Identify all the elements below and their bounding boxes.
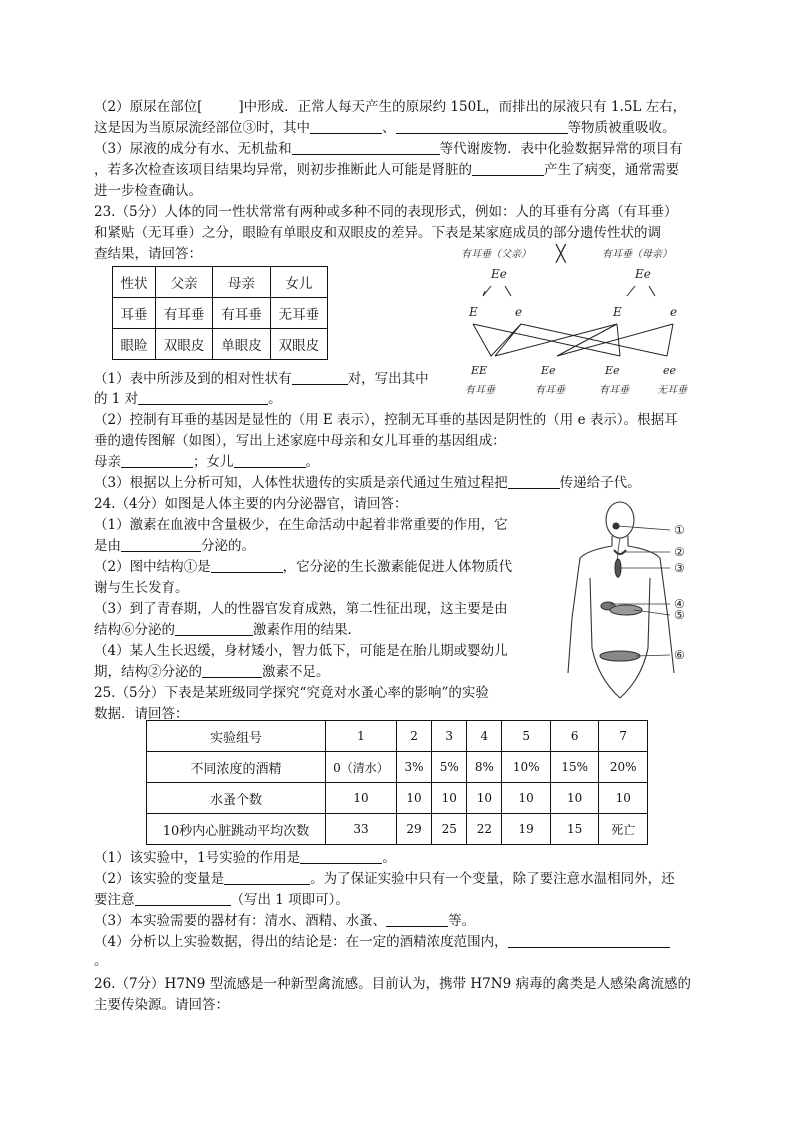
blank[interactable] (202, 663, 262, 678)
blank[interactable] (292, 140, 440, 155)
row-label: 实验组号 (147, 721, 326, 752)
blank[interactable] (121, 453, 193, 468)
blank[interactable] (175, 621, 253, 636)
row-label: 水蚤个数 (147, 783, 326, 814)
table-cell: 眼睑 (113, 329, 156, 360)
table-cell: 10 (326, 783, 397, 814)
offspring-phenotype: 无耳垂 (657, 385, 687, 396)
blank[interactable] (472, 161, 544, 176)
table-cell: 6 (550, 721, 599, 752)
q25-sub4-line-1: （4）分析以上实验数据，得出的结论是：在一定的酒精浓度范围内， (94, 933, 670, 952)
q22-line-4: ，若多次检查该项目结果均异常，则初步推断此人可能是肾脏的 产生了病变，通常需要 (94, 162, 679, 178)
father-genotype: Ee (491, 267, 507, 281)
q26-line-2: 主要传染源。请回答： (94, 997, 229, 1013)
q24-sub1-line-2: 是由 分泌的。 (94, 538, 255, 554)
table-cell: 20% (599, 752, 648, 783)
q25-intro-1: 25.（5分）下表是某班级同学探究“究竟对水蚤心率的影响”的实验 (94, 685, 489, 701)
q23-sub2-line-1: （2）控制有耳垂的基因是显性的（用 E 表示），控制无耳垂的基因是阴性的（用 e 表示）。根据耳 (94, 412, 678, 428)
q25-sub3: （3）本实验需要的器材有：清水、酒精、水蚤、 等。 (94, 913, 476, 929)
label-3: ③ (674, 561, 685, 575)
blank[interactable] (310, 119, 382, 134)
gamete: e (515, 305, 523, 319)
table-cell: 22 (467, 814, 502, 845)
blank[interactable] (300, 849, 382, 864)
blank[interactable] (508, 933, 670, 948)
table-cell: 15% (550, 752, 599, 783)
table-cell: 4 (467, 721, 502, 752)
blank[interactable] (211, 558, 283, 573)
table-header: 性状 (113, 267, 156, 298)
offspring-genotype: EE (471, 364, 488, 377)
q24-sub4-line-1: （4）某人生长迟缓，身材矮小，智力低下，可能是在胎儿期或婴幼儿 (94, 643, 508, 659)
row-label: 不同浓度的酒精 (147, 752, 326, 783)
table-row (147, 814, 648, 845)
table-cell: 0（清水） (326, 752, 397, 783)
gamete: e (670, 305, 678, 319)
endocrine-diagram (558, 498, 708, 704)
table-header-row (113, 267, 328, 298)
table-cell: 耳垂 (113, 298, 156, 329)
table-cell: 10 (432, 783, 467, 814)
table-cell: 25 (432, 814, 467, 845)
offspring-genotype: ee (663, 364, 677, 377)
q24-sub2-line-2: 谢与生长发育。 (94, 580, 189, 596)
q22-line-2: 这是因为当原尿流经部位③时，其中 、 等物质被重吸收。 (94, 120, 676, 136)
table-cell: 有耳垂 (213, 298, 270, 329)
q23-intro-1: 23.（5分）人体的同一性状常常有两种或多种不同的表现形式，例如：人的耳垂有分离（有耳垂） (94, 204, 678, 220)
blank[interactable] (386, 912, 448, 927)
table-header: 父亲 (156, 267, 213, 298)
q22-line-5: 进一步检查确认。 (94, 183, 202, 199)
table-cell: 5% (432, 752, 467, 783)
table-row (113, 298, 328, 329)
table-cell: 5 (502, 721, 551, 752)
offspring-genotype: Ee (541, 364, 556, 377)
gamete: E (469, 305, 478, 319)
row-label: 10秒内心脏跳动平均次数 (147, 814, 326, 845)
blank[interactable] (396, 119, 568, 134)
table-cell: 2 (397, 721, 432, 752)
q23-intro-2: 和紧贴（无耳垂）之分，眼睑有单眼皮和双眼皮的差异。下表是某家庭成员的部分遗传性状的调 (94, 225, 661, 241)
label-2: ② (674, 545, 685, 559)
q24-sub3-line-1: （3）到了青春期，人的性器官发育成熟，第二性征出现，这主要是由 (94, 601, 508, 617)
inheritance-diagram (455, 244, 700, 399)
blank[interactable] (224, 870, 310, 885)
q23-sub1-line-2: 的 1 对 。 (94, 391, 282, 407)
q24-sub3-line-2: 结构⑥分泌的 激素作用的结果． (94, 622, 361, 638)
cross-symbol: ╳ (556, 244, 566, 263)
q23-intro-3: 查结果，请回答： (94, 246, 202, 262)
q23-sub2-line-3: 母亲 ；女儿 。 (94, 454, 319, 470)
table-cell: 单眼皮 (213, 329, 270, 360)
q24-title: 24.（4分）如图是人体主要的内分泌器官，请回答： (94, 496, 408, 512)
table-row (147, 721, 648, 752)
table-cell: 10 (467, 783, 502, 814)
table-cell: 10 (397, 783, 432, 814)
cross-lines (473, 286, 673, 356)
table-row (147, 752, 648, 783)
table-cell: 29 (397, 814, 432, 845)
table-header: 女儿 (270, 267, 327, 298)
table-cell: 10% (502, 752, 551, 783)
mother-genotype: Ee (635, 267, 651, 281)
q22-line-3: （3）尿液的成分有水、无机盐和 等代谢废物．表中化验数据异常的项目有 (94, 141, 683, 157)
q24-sub1-line-1: （1）激素在血液中含量极少，在生命活动中起着非常重要的作用，它 (94, 517, 508, 533)
table-row (113, 329, 328, 360)
blank[interactable] (121, 537, 201, 552)
label-1: ① (674, 523, 685, 537)
table-header: 母亲 (213, 267, 270, 298)
table-cell: 33 (326, 814, 397, 845)
q24-sub2-line-1: （2）图中结构①是 ，它分泌的生长激素能促进人体物质代 (94, 559, 513, 575)
q22-line-1: （2）原尿在部位[ ]中形成．正常人每天产生的原尿约 150L，而排出的尿液只有 1.5L 左右， (94, 99, 687, 115)
label-6: ⑥ (674, 648, 685, 662)
q25-intro-2: 数据．请回答： (94, 706, 189, 722)
trait-table (112, 266, 328, 360)
pancreas (610, 605, 642, 615)
mother-label: 有耳垂（母亲） (602, 249, 672, 260)
table-cell: 19 (502, 814, 551, 845)
offspring-phenotype: 有耳垂 (465, 385, 495, 396)
gonad (600, 651, 640, 661)
label-5: ⑤ (674, 608, 685, 622)
table-cell: 3% (397, 752, 432, 783)
table-cell: 双眼皮 (270, 329, 327, 360)
blank[interactable] (292, 370, 348, 385)
table-cell: 10 (550, 783, 599, 814)
father-label: 有耳垂（父亲） (461, 249, 531, 260)
head (606, 502, 634, 538)
q23-sub1-line-1: （1）表中所涉及到的相对性状有 对，写出其中 (94, 371, 429, 387)
q23-sub3: （3）根据以上分析可知，人体性状遗传的实质是亲代通过生殖过程把 传递给子代。 (94, 475, 641, 491)
q25-sub4-line-2: 。 (94, 953, 108, 969)
label-4: ④ (674, 597, 685, 611)
table-cell: 10 (502, 783, 551, 814)
gamete: E (613, 305, 622, 319)
blank[interactable] (234, 453, 306, 468)
blank[interactable] (135, 891, 231, 906)
blank[interactable] (508, 474, 560, 489)
table-cell: 7 (599, 721, 648, 752)
q25-sub1: （1）该实验中，1号实验的作用是 。 (94, 850, 396, 866)
table-cell: 无耳垂 (270, 298, 327, 329)
table-row (147, 783, 648, 814)
table-cell: 1 (326, 721, 397, 752)
table-cell: 3 (432, 721, 467, 752)
q26-line-1: 26.（7分）H7N9 型流感是一种新型禽流感。目前认为，携带 H7N9 病毒的禽类是人感染禽流感的 (94, 976, 691, 992)
offspring-genotype: Ee (605, 364, 620, 377)
table-cell: 有耳垂 (156, 298, 213, 329)
table-cell: 8% (467, 752, 502, 783)
q25-sub2-line-1: （2）该实验的变量是 。为了保证实验中只有一个变量，除了要注意水温相同外，还 (94, 871, 675, 887)
table-cell: 双眼皮 (156, 329, 213, 360)
table-cell: 10 (599, 783, 648, 814)
experiment-table (146, 720, 648, 845)
offspring-phenotype: 有耳垂 (535, 385, 565, 396)
table-cell: 15 (550, 814, 599, 845)
q25-sub2-line-2: 要注意 （写出 1 项即可）。 (94, 892, 349, 908)
offspring-phenotype: 有耳垂 (599, 385, 629, 396)
blank[interactable] (138, 390, 268, 405)
q23-sub2-line-2: 垂的遗传图解（如图），写出上述家庭中母亲和女儿耳垂的基因组成： (94, 433, 506, 449)
q24-sub4-line-2: 期，结构②分泌的 激素不足。 (94, 664, 330, 680)
table-cell: 死亡 (599, 814, 648, 845)
